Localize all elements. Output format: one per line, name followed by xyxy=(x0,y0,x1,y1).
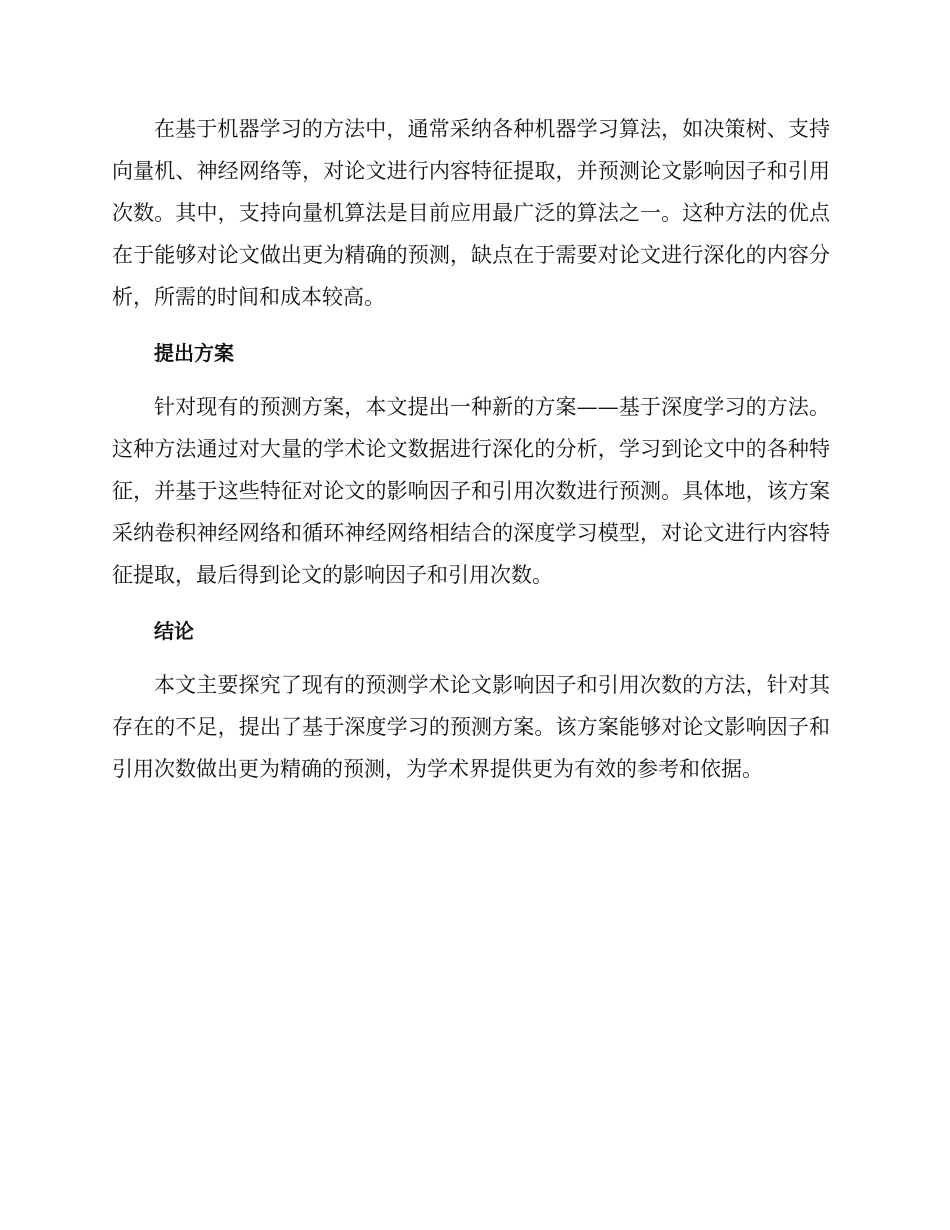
document-page xyxy=(112,108,830,790)
section-heading-proposal: 提出方案 xyxy=(154,341,234,365)
section-heading-conclusion: 结论 xyxy=(154,619,194,643)
body-paragraph-ml-methods: 在基于机器学习的方法中，通常采纳各种机器学习算法，如决策树、支持向量机、神经网络等，对论文进行内容特征提取，并预测论文影响因子和引用次数。其中，支持向量机算法是目前应用最广泛的算法之一。这种方法的优点在于能够对论文做出更为精确的预测，缺点在于需要对论文进行深化的内容分析，所需的时间和成本较高。 xyxy=(112,117,830,309)
body-paragraph-proposal: 针对现有的预测方案，本文提出一种新的方案——基于深度学习的方法。这种方法通过对大量的学术论文数据进行深化的分析，学习到论文中的各种特征，并基于这些特征对论文的影响因子和引用次数进行预测。具体地，该方案采纳卷积神经网络和循环神经网络相结合的深度学习模型，对论文进行内容特征提取，最后得到论文的影响因子和引用次数。 xyxy=(112,395,830,587)
body-paragraph-conclusion: 本文主要探究了现有的预测学术论文影响因子和引用次数的方法，针对其存在的不足，提出了基于深度学习的预测方案。该方案能够对论文影响因子和引用次数做出更为精确的预测，为学术界提供更为有效的参考和依据。 xyxy=(112,673,830,781)
